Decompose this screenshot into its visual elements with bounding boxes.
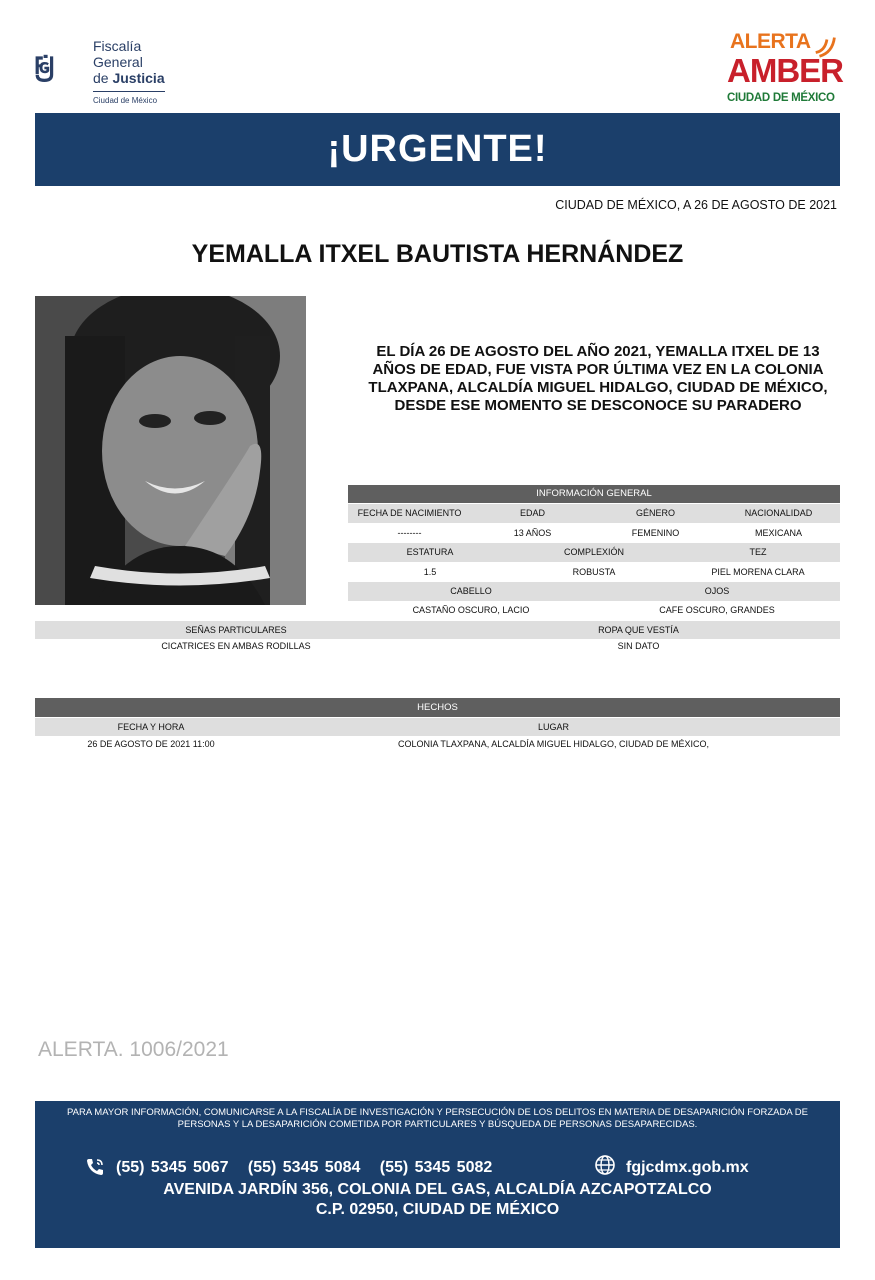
label-estatura: ESTATURA — [406, 547, 454, 557]
narrative: EL DÍA 26 DE AGOSTO DEL AÑO 2021, YEMALLA ITXEL DE 13 AÑOS DE EDAD, FUE VISTA POR ÚLTIMA VEZ EN LA COLONIA TLAXPANA, ALCALDÍA MIGUEL HIDALGO, CIUDAD DE MÉXICO, DESDE ESE MOMENTO SE DESCONOCE SU PARADERO — [368, 343, 828, 414]
value-cabello: CASTAÑO OSCURO, LACIO — [412, 605, 530, 615]
phone-icon — [85, 1157, 105, 1177]
label-lugar: LUGAR — [537, 722, 569, 732]
label-cabello: CABELLO — [450, 586, 492, 596]
amber-logo-line3: CIUDAD DE MÉXICO — [727, 92, 835, 104]
fgj-line1: Fiscalía — [93, 38, 142, 54]
label-tez: TEZ — [749, 547, 767, 557]
label-edad: EDAD — [519, 508, 545, 518]
footer-address — [35, 1180, 840, 1220]
value-senas: CICATRICES EN AMBAS RODILLAS — [161, 641, 311, 651]
info-general-header: INFORMACIÓN GENERAL — [348, 485, 840, 503]
label-senas: SEÑAS PARTICULARES — [185, 625, 287, 635]
label-nacionalidad: NACIONALIDAD — [744, 508, 813, 518]
value-tez: PIEL MORENA CLARA — [711, 567, 805, 577]
label-complexion: COMPLEXIÓN — [563, 547, 624, 557]
footer-address-line1: AVENIDA JARDÍN 356, COLONIA DEL GAS, ALCALDÍA AZCAPOTZALCO — [163, 1181, 712, 1198]
footer-address-line2: C.P. 02950, CIUDAD DE MÉXICO — [315, 1201, 560, 1218]
label-genero: GÉNERO — [635, 508, 675, 518]
value-genero: FEMENINO — [631, 528, 680, 538]
dateline: CIUDAD DE MÉXICO, A 26 DE AGOSTO DE 2021 — [555, 198, 837, 212]
value-estatura: 1.5 — [423, 567, 437, 577]
fgj-divider — [93, 91, 165, 92]
missing-person-photo — [35, 296, 306, 605]
value-nacionalidad: MEXICANA — [754, 528, 802, 538]
hechos-header: HECHOS — [35, 698, 840, 717]
footer-website[interactable]: fgjcdmx.gob.mx — [626, 1159, 749, 1176]
label-ropa: ROPA QUE VESTÍA — [598, 625, 679, 635]
footer-info: PARA MAYOR INFORMACIÓN, COMUNICARSE A LA FISCALÍA DE INVESTIGACIÓN Y PERSECUCIÓN DE LOS DELITOS EN MATERIA DE DESAPARICIÓN FORZADA DE PERSONAS Y LA DESAPARICIÓN COMETIDA POR PARTICULARES Y BÚSQUEDA DE PERSONAS DESAPARECIDAS. — [67, 1107, 808, 1130]
alerta-number: ALERTA. 1006/2021 — [38, 1038, 229, 1061]
globe-icon — [594, 1154, 616, 1176]
value-lugar: COLONIA TLAXPANA, ALCALDÍA MIGUEL HIDALGO, CIUDAD DE MÉXICO, — [398, 739, 709, 749]
label-fecha-nacimiento: FECHA DE NACIMIENTO — [357, 508, 462, 518]
fgj-line2: General — [93, 54, 143, 70]
value-fecha-hora: 26 DE AGOSTO DE 2021 11:00 — [87, 739, 215, 749]
fgj-logo-text — [93, 38, 165, 86]
fgj-city: Ciudad de México — [93, 96, 158, 105]
person-name: YEMALLA ITXEL BAUTISTA HERNÁNDEZ — [191, 240, 684, 268]
amber-logo-line2: AMBER — [727, 52, 843, 89]
value-fecha-nacimiento: -------- — [397, 528, 422, 538]
fgj-shield-icon — [34, 33, 90, 105]
fgj-line3: de Justicia — [93, 70, 165, 86]
footer-phones[interactable]: (55) 5345 5067 (55) 5345 5084 (55) 5345 5082 — [116, 1159, 493, 1176]
urgent-title: ¡URGENTE! — [327, 128, 548, 170]
label-fecha-hora: FECHA Y HORA — [117, 722, 185, 732]
value-edad: 13 AÑOS — [513, 528, 552, 538]
label-ojos: OJOS — [704, 586, 730, 596]
value-ropa: SIN DATO — [617, 641, 660, 651]
value-complexion: ROBUSTA — [572, 567, 616, 577]
amber-logo-line1: ALERTA — [730, 30, 811, 53]
value-ojos: CAFE OSCURO, GRANDES — [659, 605, 775, 615]
